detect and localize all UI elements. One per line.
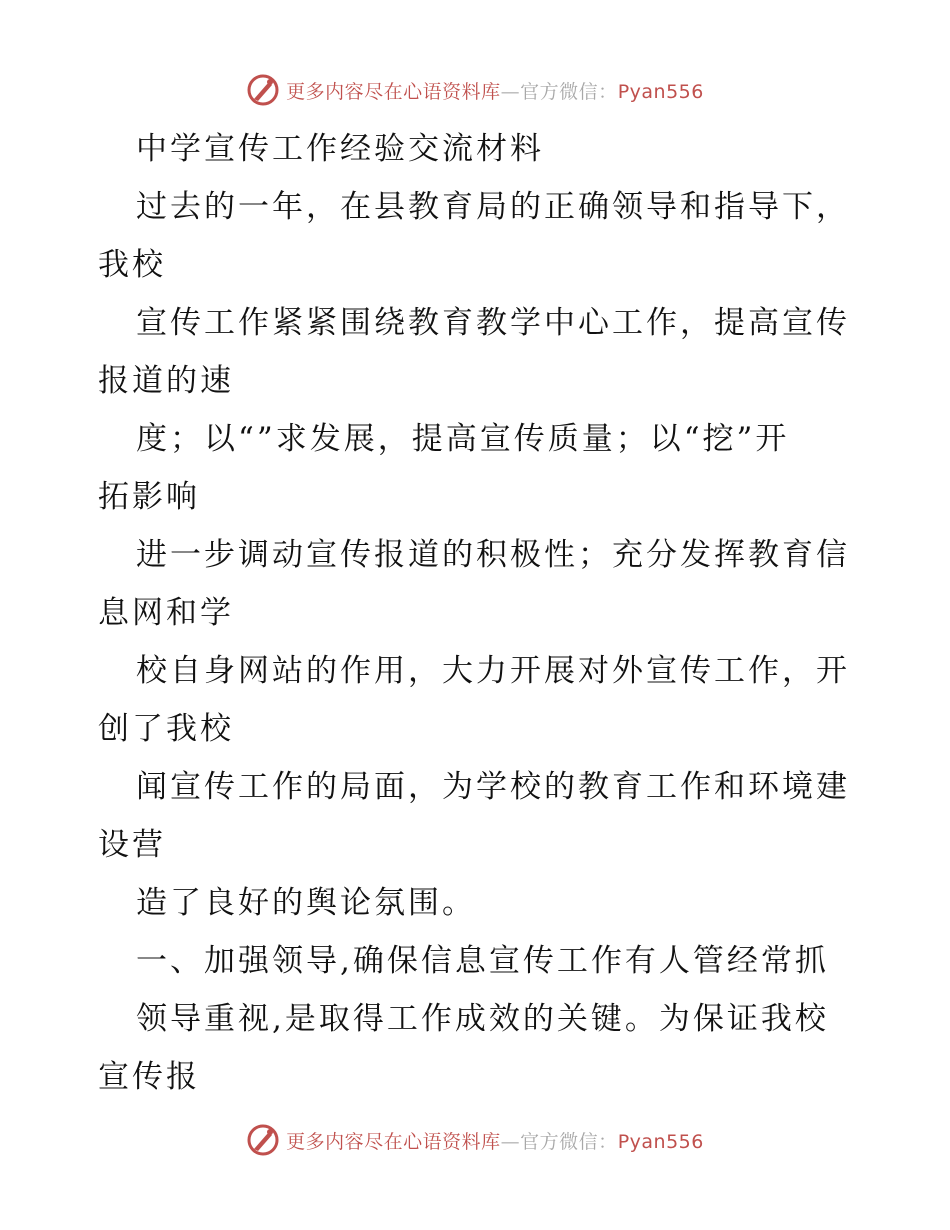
header-banner [0, 70, 950, 110]
paragraph-line: 报道的速 [98, 363, 234, 399]
paragraph-line: 息网和学 [98, 595, 234, 631]
banner-text: 更多内容尽在心语资料库—官方微信：Pyan556 [286, 1130, 704, 1153]
paragraph-line: 校自身网站的作用，大力开展对外宣传工作，开 [136, 653, 850, 689]
paragraph-line: 闻宣传工作的局面，为学校的教育工作和环境建 [136, 769, 850, 805]
paragraph-line: 造了良好的舆论氛围。 [136, 885, 476, 921]
pen-logo-icon [246, 73, 280, 107]
paragraph-line: 过去的一年，在县教育局的正确领导和指导下， [136, 189, 850, 225]
paragraph-line: 度；以“”求发展，提高宣传质量；以“挖”开 [136, 421, 790, 457]
paragraph-line: 领导重视,是取得工作成效的关键。为保证我校 [136, 1001, 829, 1037]
paragraph-line: 进一步调动宣传报道的积极性；充分发挥教育信 [136, 537, 850, 573]
paragraph-line: 创了我校 [98, 711, 234, 747]
paragraph-line: 我校 [98, 247, 166, 283]
section-heading: 一、加强领导,确保信息宣传工作有人管经常抓 [136, 943, 829, 979]
footer-banner [0, 1120, 950, 1160]
pen-logo-icon [246, 1123, 280, 1157]
paragraph-line: 宣传工作紧紧围绕教育教学中心工作，提高宣传 [136, 305, 850, 341]
paragraph-line: 宣传报 [98, 1059, 200, 1095]
banner-text: 更多内容尽在心语资料库—官方微信：Pyan556 [286, 80, 704, 103]
paragraph-line: 拓影响 [98, 479, 200, 515]
document-body [98, 120, 858, 1106]
paragraph-line: 设营 [98, 827, 166, 863]
document-title: 中学宣传工作经验交流材料 [136, 131, 544, 167]
